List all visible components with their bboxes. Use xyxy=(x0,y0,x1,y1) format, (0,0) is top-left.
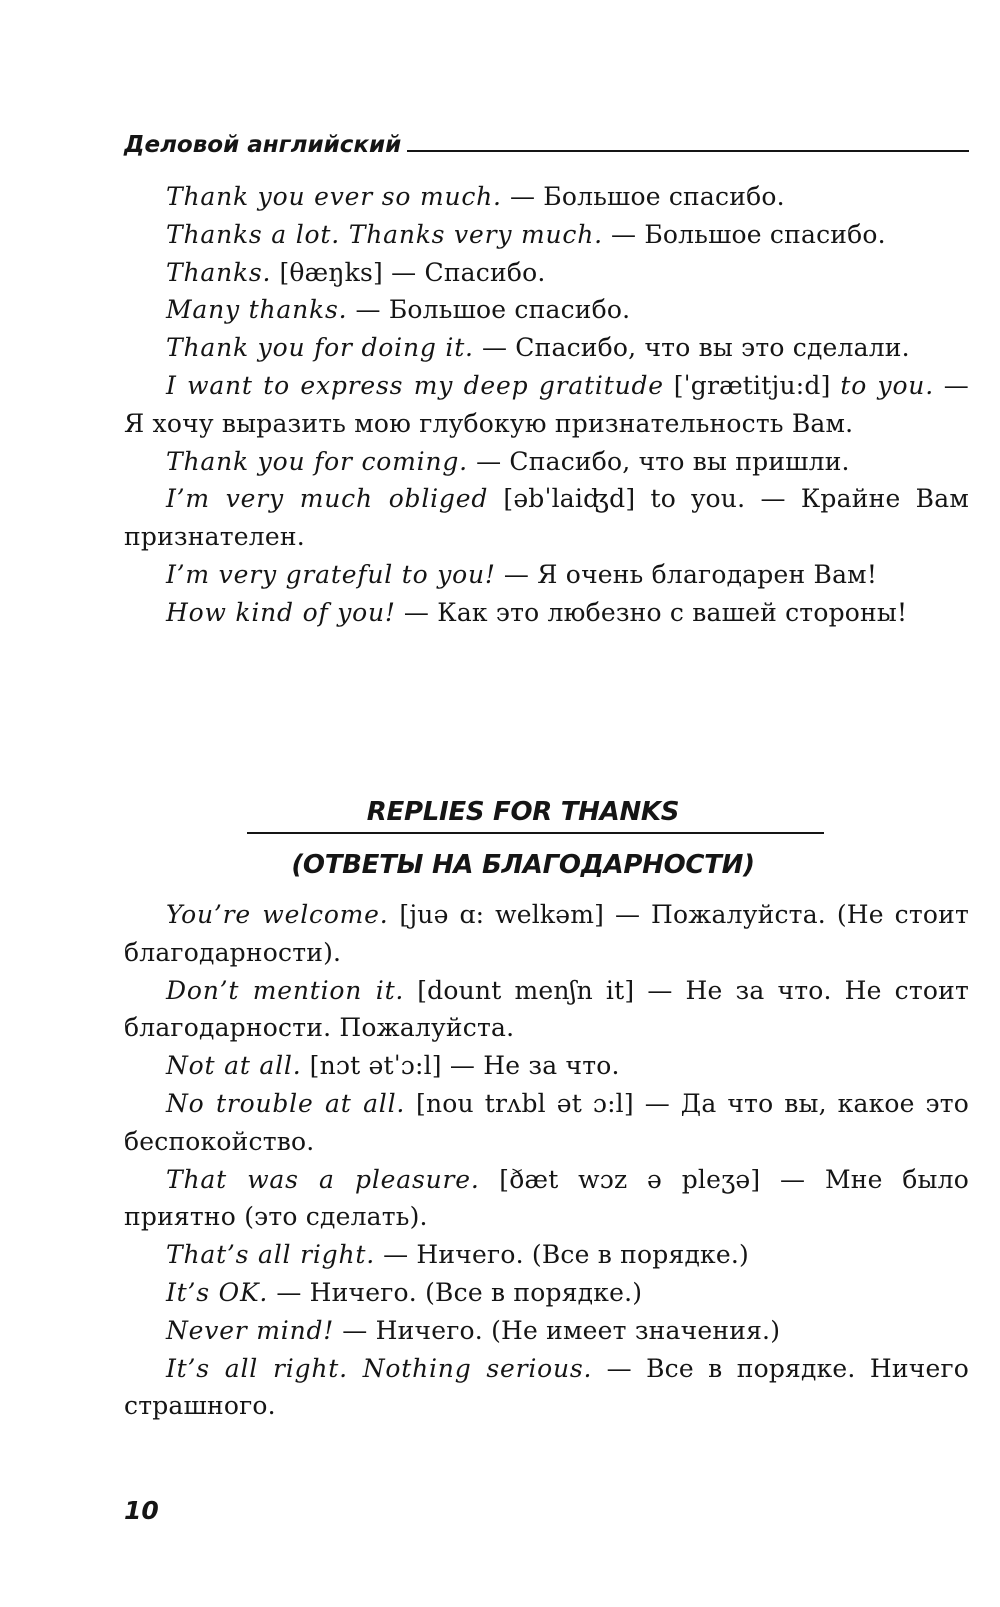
replies-phrases xyxy=(124,896,969,1425)
russian-translation: — Все в порядке. Ничего страшного. xyxy=(124,1353,969,1421)
phrase-line xyxy=(124,556,969,594)
russian-translation: [juə ɑ: welkəm] — Пожалуйста. (Не стоит благодарности). xyxy=(124,900,970,967)
english-phrase: to you. xyxy=(840,370,934,400)
russian-translation: — Спасибо, что вы пришли. xyxy=(467,446,850,476)
page-number: 10 xyxy=(124,1496,159,1525)
russian-translation: [ðæt wɔz ə pleʒə] — Мне было приятно (это сделать). xyxy=(124,1164,969,1232)
russian-translation: — Как это любезно с вашей стороны! xyxy=(395,597,908,627)
section-heading-rule xyxy=(247,832,824,834)
english-phrase: You’re welcome. xyxy=(166,900,389,929)
phrase-line xyxy=(124,216,969,254)
english-phrase: Never mind! xyxy=(166,1315,335,1345)
russian-translation: — Большое спасибо. xyxy=(602,219,886,249)
russian-translation: [dount menʃn it] — Не за что. Не стоит благодарности. Пожалуйста. xyxy=(124,975,970,1043)
russian-translation: — Ничего. (Не имеет значения.) xyxy=(334,1315,781,1345)
phrase-line xyxy=(124,972,969,1048)
english-phrase: Thank you for doing it. xyxy=(166,333,474,363)
phrase-line xyxy=(124,1312,969,1350)
russian-translation: — Большое спасибо. xyxy=(347,295,631,325)
russian-translation: [əbˈlaiʤd] to you. — Крайне Вам признателен. xyxy=(124,484,969,552)
russian-translation: — Ничего. (Все в порядке.) xyxy=(374,1240,749,1270)
english-phrase: Thank you for coming. xyxy=(166,446,468,476)
english-phrase: Many thanks. xyxy=(166,295,348,325)
running-head xyxy=(124,124,969,160)
english-phrase: Thanks. xyxy=(166,257,272,287)
english-phrase: Thanks a lot. Thanks very much. xyxy=(166,219,603,249)
phrase-line xyxy=(124,480,969,556)
running-head-rule xyxy=(407,150,969,152)
english-phrase: Not at all. xyxy=(166,1051,302,1081)
phrase-line xyxy=(124,443,969,481)
russian-translation: [nɔt ətˈɔ:l] — Не за что. xyxy=(301,1051,620,1081)
phrase-line xyxy=(124,896,969,972)
english-phrase: I’m very grateful to you! xyxy=(166,559,496,589)
phrase-line xyxy=(124,291,969,329)
english-phrase: How kind of you! xyxy=(166,597,396,627)
english-phrase: No trouble at all. xyxy=(166,1088,406,1118)
english-phrase: I’m very much obliged xyxy=(166,484,489,514)
english-phrase: I want to express my deep gratitude xyxy=(166,370,664,400)
running-head-title: Деловой английский xyxy=(124,132,402,158)
english-phrase: It’s all right. Nothing serious. xyxy=(166,1353,593,1383)
phrase-line xyxy=(124,178,969,216)
phrase-line xyxy=(124,1085,969,1161)
russian-translation: [θæŋks] — Спасибо. xyxy=(271,257,546,287)
phrase-line xyxy=(124,254,969,292)
phrase-line xyxy=(124,1236,969,1274)
english-phrase: Don’t mention it. xyxy=(166,975,405,1005)
phrase-line xyxy=(124,329,969,367)
russian-translation: — Я хочу выразить мою глубокую признательность Вам. xyxy=(124,370,969,438)
english-phrase: That was a pleasure. xyxy=(166,1164,480,1194)
phrase-line xyxy=(124,1161,969,1237)
russian-translation: — Я очень благодарен Вам! xyxy=(495,559,878,589)
phrase-line xyxy=(124,1274,969,1312)
russian-translation: [nou trʌbl ət ɔ:l] — Да что вы, какое это беспокойство. xyxy=(124,1088,970,1156)
phrase-line xyxy=(124,594,969,632)
english-phrase: That’s all right. xyxy=(166,1240,375,1270)
english-phrase: Thank you ever so much. xyxy=(166,182,502,211)
transcription: [ˈgrætitju:d] xyxy=(663,370,841,400)
phrase-line xyxy=(124,1350,969,1426)
phrase-line xyxy=(124,367,969,443)
thanks-phrases xyxy=(124,178,969,632)
section-heading-russian: (ОТВЕТЫ НА БЛАГОДАРНОСТИ) xyxy=(291,850,755,880)
phrase-line xyxy=(124,1047,969,1085)
russian-translation: — Ничего. (Все в порядке.) xyxy=(268,1277,643,1307)
russian-translation: — Большое спасибо. xyxy=(501,182,785,211)
russian-translation: — Спасибо, что вы это сделали. xyxy=(473,333,910,363)
section-heading-english: REPLIES FOR THANKS xyxy=(366,797,680,827)
english-phrase: It’s OK. xyxy=(166,1277,269,1307)
